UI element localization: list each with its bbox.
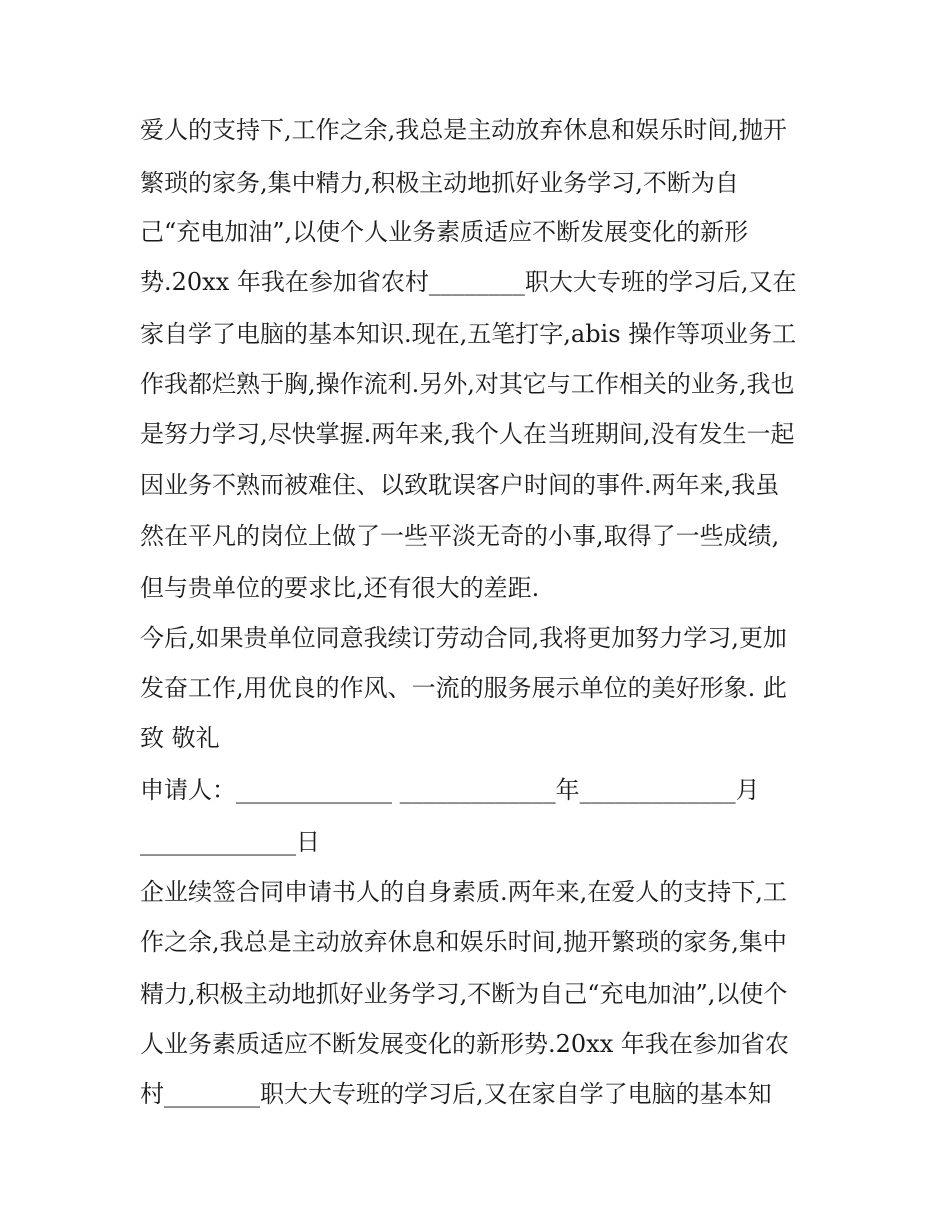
text-line: 但与贵单位的要求比,还有很大的差距. bbox=[140, 574, 540, 602]
text-line: 势.20xx 年我在参加省农村________职大大专班的学习后,又在 bbox=[140, 268, 797, 296]
text-line: 人业务素质适应不断发展变化的新形势.20xx 年我在参加省农 bbox=[140, 1030, 789, 1058]
text-line: 繁琐的家务,集中精力,积极主动地抓好业务学习,不断为自 bbox=[140, 169, 739, 197]
text-line: 致 敬礼 bbox=[140, 724, 220, 752]
text-line: 企业续签合同申请书人的自身素质.两年来,在爱人的支持下,工 bbox=[140, 878, 787, 906]
text-line: 发奋工作,用优良的作风、一流的服务展示单位的美好形象. 此 bbox=[140, 674, 787, 702]
text-line: 精力,积极主动地抓好业务学习,不断为自己“充电加油”,以使个 bbox=[140, 980, 788, 1008]
text-line: 是努力学习,尽快掌握.两年来,我个人在当班期间,没有发生一起 bbox=[140, 420, 795, 448]
text-line: 村________职大大专班的学习后,又在家自学了电脑的基本知 bbox=[140, 1080, 772, 1108]
text-line: 然在平凡的岗位上做了一些平淡无奇的小事,取得了一些成绩, bbox=[140, 522, 780, 550]
text-line: 今后,如果贵单位同意我续订劳动合同,我将更加努力学习,更加 bbox=[140, 624, 787, 652]
text-line: 己“充电加油”,以使个人业务素质适应不断发展变化的新形 bbox=[140, 218, 749, 246]
signature-line: 申请人：_____________ _____________年_____________月 bbox=[140, 776, 760, 804]
text-line: 作之余,我总是主动放弃休息和娱乐时间,抛开繁琐的家务,集中 bbox=[140, 928, 787, 956]
text-line: 因业务不熟而被难住、以致耽误客户时间的事件.两年来,我虽 bbox=[140, 471, 780, 499]
text-line: 爱人的支持下,工作之余,我总是主动放弃休息和娱乐时间,抛开 bbox=[140, 116, 787, 144]
text-line: 家自学了电脑的基本知识.现在,五笔打字,abis 操作等项业务工 bbox=[140, 320, 797, 348]
date-line: _____________日 bbox=[140, 828, 320, 856]
text-line: 作我都烂熟于胸,操作流利.另外,对其它与工作相关的业务,我也 bbox=[140, 370, 795, 398]
